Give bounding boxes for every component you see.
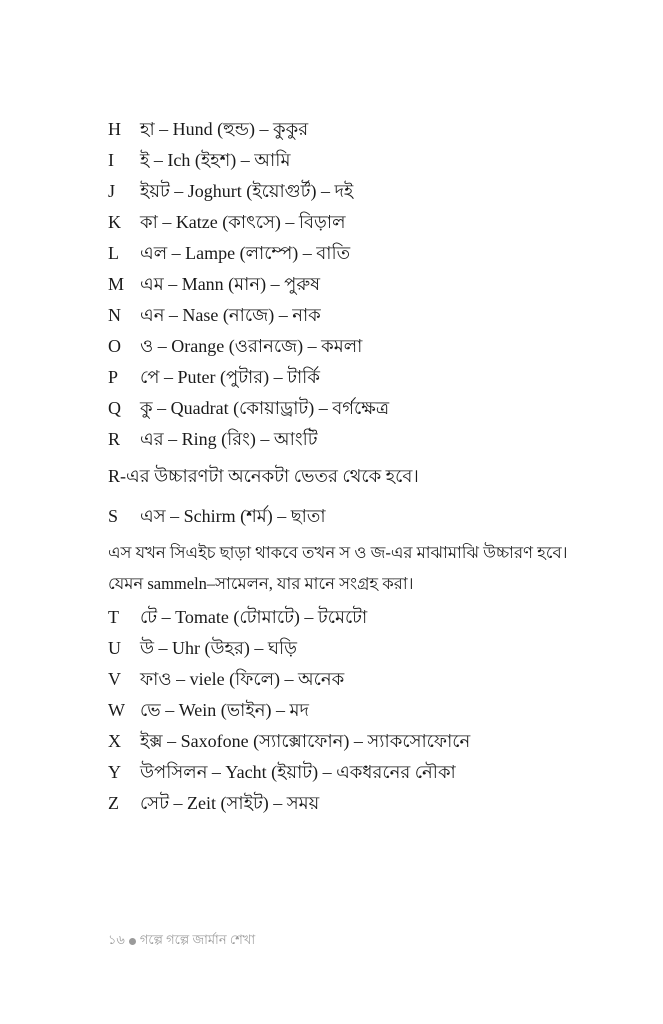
alphabet-entry-l — [108, 240, 350, 266]
entry-text: ইক্স – Saxofone (স্যাক্সোফোন) – স্যাকসোফোনে — [140, 731, 471, 751]
alphabet-entry-i — [108, 147, 290, 173]
letter: S — [108, 506, 119, 526]
entry-text: ও – Orange (ওরানজে) – কমলা — [140, 336, 363, 356]
letter: Y — [108, 762, 121, 782]
letter: J — [108, 181, 116, 201]
letter: L — [108, 243, 119, 263]
letter: Z — [108, 793, 119, 813]
alphabet-entry-p — [108, 364, 320, 390]
entry-text: ই – Ich (ইহশ) – আমি — [140, 150, 291, 170]
alphabet-entry-r — [108, 426, 318, 452]
alphabet-entry-v — [108, 666, 344, 692]
page-number: ১৬ — [108, 932, 125, 947]
page-footer — [108, 931, 255, 952]
letter: O — [108, 336, 121, 356]
book-title: গল্পে গল্পে জার্মান শেখা — [139, 932, 256, 947]
letter: N — [108, 305, 121, 325]
letter: W — [108, 700, 125, 720]
letter: Q — [108, 398, 121, 418]
letter: X — [108, 731, 121, 751]
letter: V — [108, 669, 121, 689]
alphabet-entry-t — [108, 604, 367, 630]
alphabet-entry-z — [108, 790, 319, 816]
alphabet-entry-w — [108, 697, 309, 723]
entry-text: ইয়ট – Joghurt (ইয়োগুর্ট) – দই — [140, 181, 354, 201]
entry-text: কু – Quadrat (কোয়াড্রাট) – বর্গক্ষেত্র — [140, 398, 390, 418]
entry-text: টে – Tomate (টোমাটে) – টমেটো — [140, 607, 368, 627]
entry-text: এস – Schirm (শর্ম) – ছাতা — [140, 506, 326, 526]
note-r-pronunciation: R-এর উচ্চারণটা অনেকটা ভেতর থেকে হবে। — [108, 466, 419, 486]
alphabet-entry-u — [108, 635, 297, 661]
letter: H — [108, 119, 121, 139]
entry-text: হা – Hund (হুন্ড) – কুকুর — [140, 119, 309, 139]
entry-text: এম – Mann (মান) – পুরুষ — [140, 274, 321, 294]
alphabet-entry-n — [108, 302, 321, 328]
letter: T — [108, 607, 119, 627]
letter: R — [108, 429, 121, 449]
letter: K — [108, 212, 121, 232]
entry-text: ফাও – viele (ফিলে) – অনেক — [140, 669, 345, 689]
letter: U — [108, 638, 121, 658]
entry-text: এন – Nase (নাজে) – নাক — [140, 305, 321, 325]
letter: I — [108, 150, 114, 170]
alphabet-entry-m — [108, 271, 320, 297]
entry-text: এল – Lampe (লাম্পে) – বাতি — [140, 243, 351, 263]
alphabet-entry-q — [108, 395, 389, 421]
bullet-dot-icon — [129, 938, 136, 945]
entry-text: এর – Ring (রিং) – আংটি — [140, 429, 318, 449]
alphabet-entry-y — [108, 759, 456, 785]
entry-text: ভে – Wein (ভাইন) – মদ — [140, 700, 309, 720]
entry-text: সেট – Zeit (সাইট) – সময় — [140, 793, 320, 813]
entry-text: উ – Uhr (উহর) – ঘড়ি — [140, 638, 297, 658]
letter: P — [108, 367, 119, 387]
note-s-pronunciation: এস যখন সিএইচ ছাড়া থাকবে তখন স ও জ-এর মাঝামাঝি উচ্চারণ হবে। যেমন sammeln–সামেলন, যার মানে সংগ্রহ করা। — [108, 543, 568, 593]
entry-text: কা – Katze (কাৎসে) – বিড়াল — [140, 212, 346, 232]
letter: M — [108, 274, 125, 294]
alphabet-entry-k — [108, 209, 345, 235]
alphabet-entry-o — [108, 333, 362, 359]
entry-text: উপসিলন – Yacht (ইয়াট) – একধরনের নৌকা — [140, 762, 456, 782]
alphabet-entry-j — [108, 178, 353, 204]
alphabet-entry-h — [108, 116, 308, 142]
alphabet-entry-x — [108, 728, 470, 754]
alphabet-entry-s — [108, 503, 326, 529]
entry-text: পে – Puter (পুটার) – টার্কি — [140, 367, 320, 387]
